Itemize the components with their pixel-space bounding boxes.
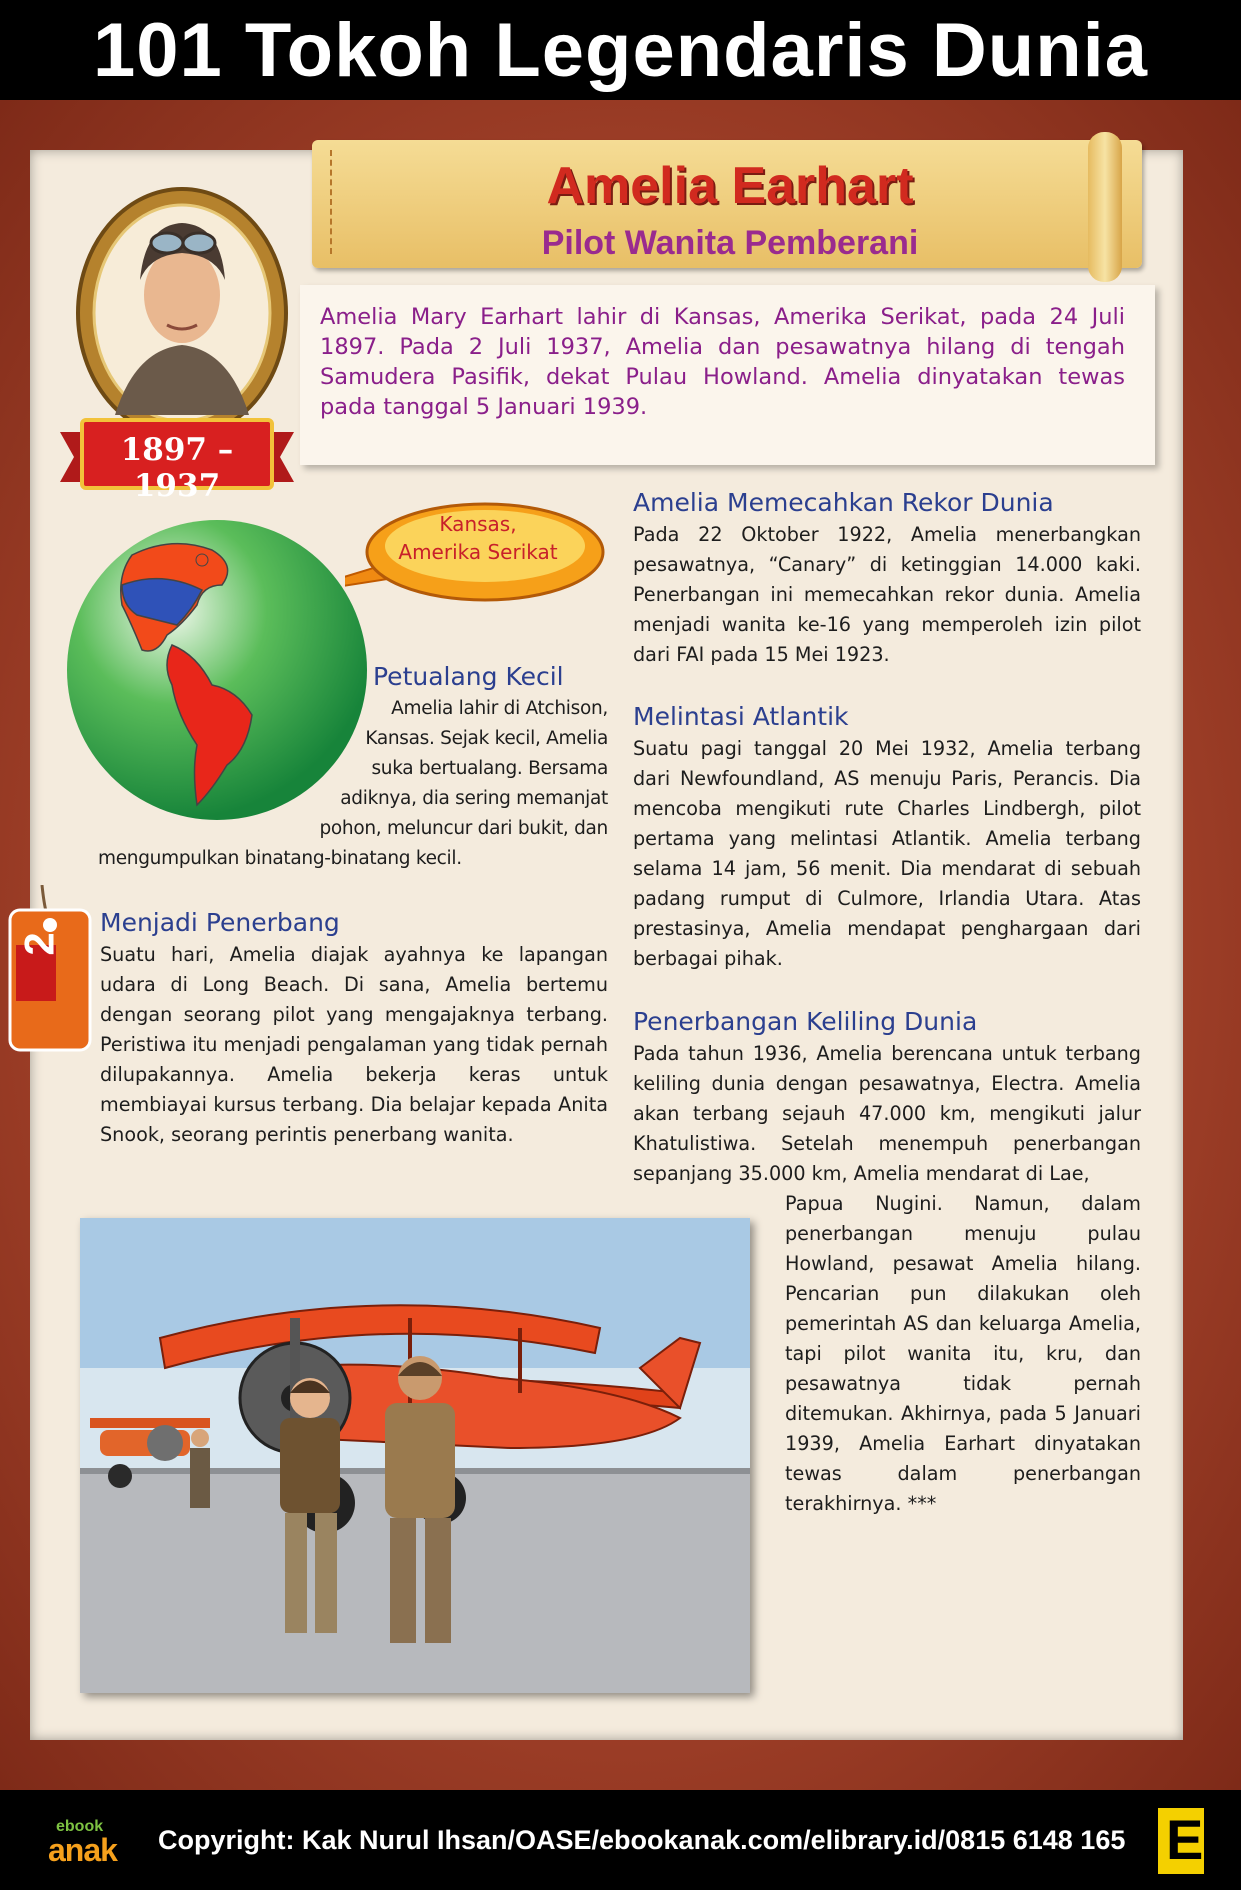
page-tag	[2, 885, 92, 1055]
heading-rekor-dunia: Amelia Memecahkan Rekor Dunia	[633, 488, 1054, 517]
copyright-text: Copyright: Kak Nurul Ihsan/OASE/ebookanak.com/elibrary.id/0815 6148 165	[158, 1825, 1126, 1855]
text-melintasi-atlantik: Suatu pagi tanggal 20 Mei 1932, Amelia terbang dari Newfoundland, AS menuju Paris, Perancis. Dia mencoba mengikuti rute Charles Lindbergh, pilot pertama yang melintasi Atlantik. Amelia terbang selama 14 jam, 56 menit. Dia mendarat di sebuah padang rumput di Culmore, Irlandia Utara. Atas prestasinya, Amelia mendapat penghargaan dari berbagai pihak.	[633, 737, 1141, 970]
text-menjadi-penerbang: Suatu hari, Amelia diajak ayahnya ke lapangan udara di Long Beach. Di sana, Amelia bertemu dengan seorang pilot yang mengajaknya terbang. Peristiwa itu menjadi pengalaman yang tidak pernah dilupakannya. Amelia bekerja keras untuk membiayai kursus terbang. Dia belajar kepada Anita Snook, seorang perintis penerbang wanita.	[100, 943, 608, 1146]
heading-petualang-kecil: Petualang Kecil	[373, 662, 564, 691]
text-line: pohon, meluncur dari bukit, dan	[319, 818, 608, 839]
text-keliling-dunia-wide: Pada tahun 1936, Amelia berencana untuk terbang keliling dunia dengan pesawatnya, Electra. Amelia akan terbang sejauh 47.000 km, mengikuti jalur Khatulistiwa. Setelah menempuh penerbangan sepanjang 35.000 km, Amelia mendarat di Lae,	[633, 1042, 1141, 1185]
text-line: mengumpulkan binatang-binatang kecil.	[98, 848, 462, 869]
ebookanak-logo	[48, 1818, 138, 1868]
book-title: 101 Tokoh Legendaris Dunia	[92, 7, 1149, 93]
heading-melintasi-atlantik: Melintasi Atlantik	[633, 702, 849, 731]
heading-menjadi-penerbang: Menjadi Penerbang	[100, 908, 340, 937]
e-letter: E	[1166, 1808, 1204, 1871]
location-label-country: Amerika Serikat	[398, 540, 558, 564]
top-banner	[0, 0, 1241, 100]
text-line: adiknya, dia sering memanjat	[340, 788, 608, 809]
text-line: suka bertualang. Bersama	[371, 758, 608, 779]
scroll-stitch	[330, 150, 358, 254]
page-title: Amelia Earhart	[546, 157, 914, 215]
intro-text: Amelia Mary Earhart lahir di Kansas, Amerika Serikat, pada 24 Juli 1897. Pada 2 Juli 1937, Amelia dan pesawatnya hilang di tengah Samudera Pasifik, dekat Pulau Howland. Amelia dinyatakan tewas pada tanggal 5 Januari 1939.	[320, 304, 1125, 420]
portrait-image	[75, 185, 290, 440]
airplane-illustration	[80, 1218, 750, 1693]
elibrary-logo	[1158, 1808, 1204, 1874]
life-years: 1897 – 1937	[120, 432, 234, 504]
heading-keliling-dunia: Penerbangan Keliling Dunia	[633, 1007, 978, 1036]
text-line: Amelia lahir di Atchison,	[391, 698, 608, 719]
logo-anak: anak	[48, 1832, 117, 1868]
text-rekor-dunia: Pada 22 Oktober 1922, Amelia menerbangkan pesawatnya, “Canary” di ketinggian 14.000 kaki. Penerbangan ini memecahkan rekor dunia. Amelia menjadi wanita ke-16 yang memperoleh izin pilot dari FAI pada 15 Mei 1923.	[633, 523, 1141, 666]
text-petualang-kecil	[98, 694, 608, 874]
page-subtitle: Pilot Wanita Pemberani	[541, 224, 919, 262]
logo-ebook: ebook	[56, 1818, 104, 1835]
text-keliling-dunia-narrow: Papua Nugini. Namun, dalam penerbangan menuju pulau Howland, pesawat Amelia hilang. Pencarian pun dilakukan oleh pemerintah AS dan keluarga Amelia, tapi pilot wanita itu, kru, dan pesawatnya tidak pernah ditemukan. Akhirnya, pada 5 Januari 1939, Amelia Earhart dinyatakan tewas dalam penerbangan terakhirnya. ***	[785, 1192, 1141, 1515]
text-line: Kansas. Sejak kecil, Amelia	[365, 728, 608, 749]
location-label	[367, 510, 589, 566]
page-number: 2	[15, 932, 63, 956]
scroll-roll	[1088, 132, 1122, 282]
location-label-city: Kansas,	[439, 512, 517, 536]
